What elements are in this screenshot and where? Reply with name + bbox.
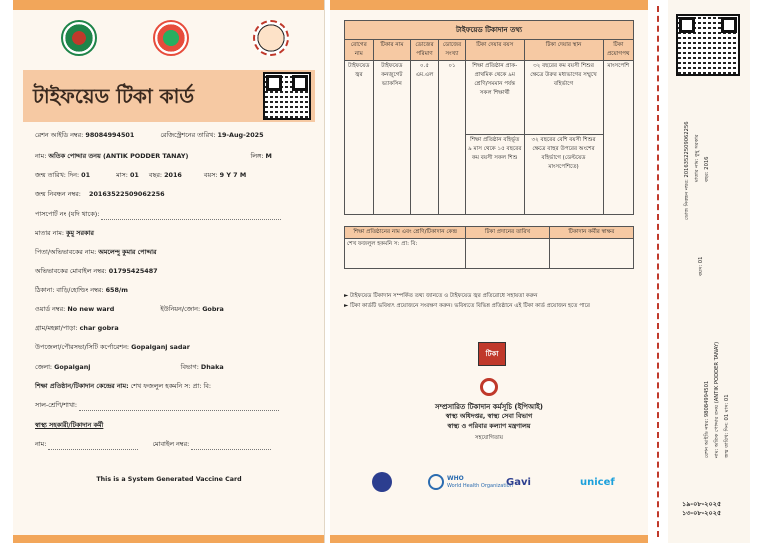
cell-date — [466, 239, 549, 269]
card-title: টাইফয়েড টিকা কার্ড — [33, 84, 195, 108]
mother-row: মাতার নাম: কুমু সরকার — [35, 229, 94, 237]
district-row: জেলা: Gopalganj বিভাগ: Dhaka — [35, 363, 224, 371]
top-band — [330, 0, 648, 10]
vaccine-info-panel — [330, 0, 648, 543]
partner-unicef-logo: unicef — [580, 476, 615, 488]
cut-line — [657, 6, 659, 537]
ministry-name: স্বাস্থ্য ও পরিবার কল্যাণ মন্ত্রণালয় — [447, 422, 531, 430]
village-row: গ্রাম/মহল্লা/পাড়া: char gobra — [35, 324, 119, 332]
dept-name: স্বাস্থ্য অধিদপ্তর, স্বাস্থ্য সেবা বিভাগ — [445, 412, 533, 420]
mobile-row: অভিভাবকের মোবাইল নম্বর: 01795425487 — [35, 267, 158, 275]
vaccinator-row: নাম: মোবাইল নম্বর: — [35, 439, 271, 450]
cell-place-a: ৩২ বছরের কম বয়সী শিশুর ক্ষেত্রে উরুর মধ্যভাগের সম্মুখে বহির্ভাগে — [524, 61, 603, 135]
bangladesh-map-logo — [153, 20, 189, 56]
stub-line-6: রেশন আইডি নম্বর: 98084994501 — [704, 380, 710, 458]
col-header: টিকা প্রয়োগপথ — [603, 40, 633, 61]
vaccination-record-table — [344, 226, 634, 269]
dob-row: জন্ম তারিখ: দিন: 01 মাস: 01 বছর: 2016 বয়স: 9 Y 7 M — [35, 171, 247, 179]
stub-line-1: ডোজ নিবন্ধন নম্বর: 20163522509062256 — [684, 121, 690, 220]
col-header: শিক্ষা প্রতিষ্ঠানের নাম এবং শ্রেণি/টিকাদান কেন্দ্র — [345, 227, 466, 239]
counterfoil-stub — [668, 0, 750, 543]
note-1: ► টাইফয়েড টিকাদান সম্পর্কিত তথ্য জানতে ও টাইফয়েড জ্বর প্রতিরোধে সহায়তা করুন — [344, 293, 538, 299]
cell-disease: টাইফয়েড জ্বর — [345, 61, 374, 215]
father-row: পিতা/অভিভাবকের নাম: অমলেন্দু কুমার পোদ্দার — [35, 248, 157, 256]
registration-row: রেশন আইডি নম্বর: 98084994501 রেজিস্ট্রেশনের তারিখ: 19-Aug-2025 — [35, 131, 264, 139]
vaccine-card-front — [13, 0, 325, 543]
cell-vaccine: টাইফয়েড কনজুগেট ভ্যাকসিন — [373, 61, 410, 215]
partner-who-logo: WHO World Health Organization — [428, 471, 513, 493]
name-row: নাম: অতিক পোদ্দার তনয় (ANTIK PODDER TANAY) লিঙ্গ: M — [35, 152, 272, 160]
stub-line-4: বয়স: 01 — [698, 256, 704, 276]
vaccinator-heading: স্বাস্থ্য সহকারী/টিকাদান কর্মী — [35, 421, 104, 429]
stub-line-7: জন্ম তারিখ: দিন: 01 মাস: 01 — [724, 394, 730, 458]
program-name: সম্প্রসারিত টিকাদান কর্মসূচি (ইপিআই) — [434, 403, 544, 411]
cell-dose-count: ০১ — [438, 61, 465, 215]
bottom-band — [13, 535, 324, 543]
qr-code — [263, 72, 311, 120]
stub-qr-code — [676, 14, 740, 76]
institution-row: শিক্ষা প্রতিষ্ঠান/টিকাদান কেন্দ্রের নাম: শেখ ফজলুল হকমনি স: প্রা: বি: — [35, 382, 212, 390]
col-header: টিকাদান কর্মীর স্বাক্ষর — [549, 227, 633, 239]
cell-route: মাংসপেশি — [603, 61, 633, 215]
stub-date-1: ১৯-০৮-২০২৫ — [682, 500, 722, 508]
campaign-badge: টিকা — [478, 342, 506, 366]
cell-center: শেখ ফজলুল হকমনি স: প্রা: বি: — [345, 239, 466, 269]
upazila-row: উপজেলা/পৌরসভা/সিটি কর্পোরেশন: Gopalganj sadar — [35, 343, 190, 351]
stub-line-5: নাম: অতিক পোদ্দার তনয় (ANTIK PODDER TANAY) — [714, 341, 720, 458]
partner-govt-logo — [372, 471, 392, 493]
address-row: ঠিকানা: বাড়ি/হোল্ডিং নম্বর: 658/m — [35, 286, 128, 294]
child-vaccine-logo — [253, 20, 289, 56]
top-band — [13, 0, 324, 10]
cell-dose-amount: ০.৫ এম.এল — [411, 61, 439, 215]
cell-place-b: ৩২ বছরের বেশি বয়সী শিশুর ক্ষেত্রে বাহুর উপরের অংশের বহির্ভাগে (ডেল্টয়েড মাংসপেশিতে) — [524, 135, 603, 215]
table-title: টাইফয়েড টিকাদান তথ্য — [345, 21, 634, 40]
bottom-band — [330, 535, 648, 543]
passport-row: পাসপোর্ট নং (যদি থাকে): — [35, 209, 281, 220]
stub-dates — [682, 500, 721, 518]
col-header: টিকার নাম — [373, 40, 410, 61]
support-label: সহযোগিতায় — [474, 435, 504, 441]
stub-line-3: বছর: 2016 — [704, 156, 710, 182]
vaccination-info-table — [344, 20, 634, 215]
cell-age-b: শিক্ষা প্রতিষ্ঠান বহির্ভূত ৯ মাস থেকে ১৫ বছরের কম বয়সী সকল শিশু — [466, 135, 525, 215]
note-2: ► টিকা কার্ডটি ভবিষ্যৎ প্রয়োজনে সংরক্ষণ করুন। ভবিষ্যতে বিভিন্ন প্রতিষ্ঠানে এই টিকা কার্ড প্রয়োজন হতে পারে — [344, 303, 590, 309]
class-row: সাল-শ্রেণি/শাখা: — [35, 400, 279, 411]
col-header: রোগের নাম — [345, 40, 374, 61]
col-header: টিকা দেয়ার স্থান — [524, 40, 603, 61]
stub-line-2: মাতার নাম: কুমু সরকার — [694, 134, 700, 182]
partner-gavi-logo: Gavi — [506, 476, 531, 488]
epi-logo-icon — [480, 378, 498, 396]
birth-reg-row: জন্ম নিবন্ধন নম্বর: 20163522509062256 — [35, 190, 165, 198]
system-generated-note: This is a System Generated Vaccine Card — [96, 476, 242, 483]
stub-date-2: ১৩-০৮-২০২৫ — [682, 509, 722, 517]
cell-signature — [549, 239, 633, 269]
col-header: ডোজের সংখ্যা — [438, 40, 465, 61]
col-header: টিকা প্রদানের তারিখ — [466, 227, 549, 239]
col-header: টিকা দেয়ার বয়স — [466, 40, 525, 61]
ward-row: ওয়ার্ড নম্বর: No new ward ইউনিয়ন/জোন: Gobra — [35, 305, 224, 313]
cell-age-a: শিক্ষা প্রতিষ্ঠান প্রাক-প্রাথমিক থেকে ৯ম শ্রেণি/সমমান পর্যন্ত সকল শিক্ষার্থী — [466, 61, 525, 135]
col-header: ডোজের পরিমাণ — [411, 40, 439, 61]
govt-emblem-logo — [61, 20, 97, 56]
